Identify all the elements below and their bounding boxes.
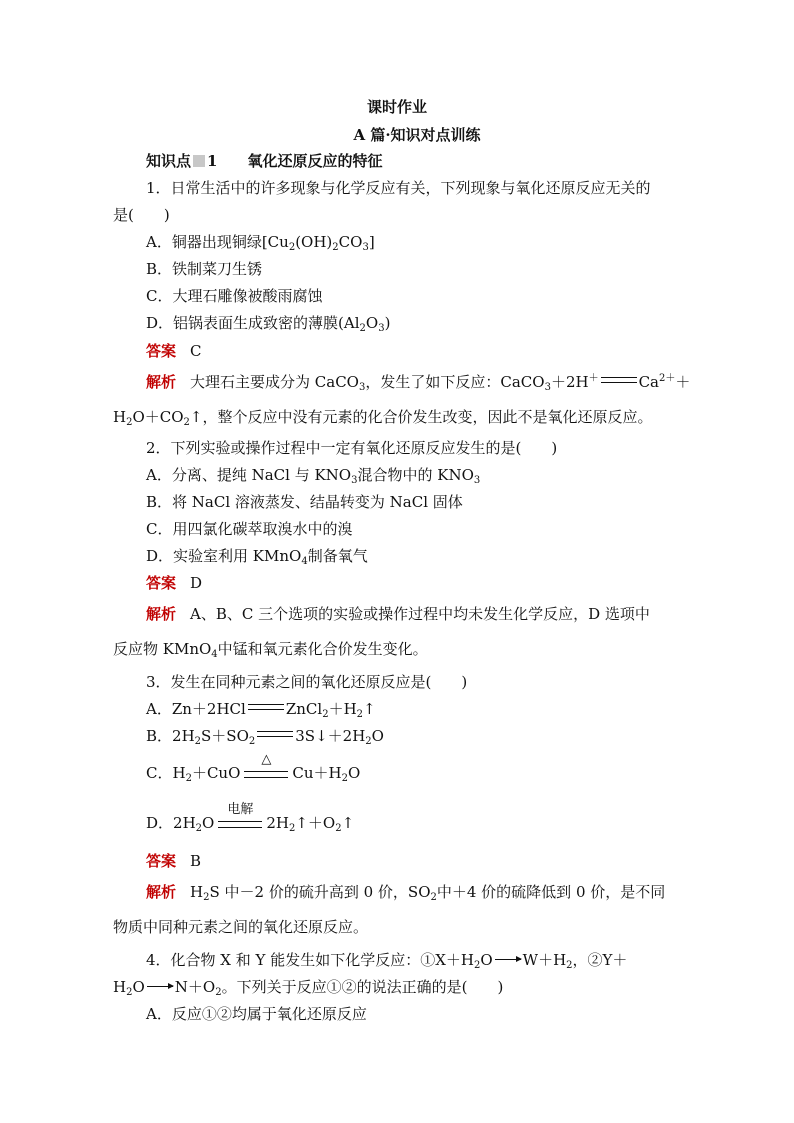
q3-option-c: C．$H_2+CuO$ △ $Cu+H_2O$: [146, 752, 361, 784]
q2-option-d: D．实验室利用 KMnO$_4$制备氧气: [146, 547, 368, 567]
q1-option-a: A．铜器出现铜绿$[Cu_2(OH)_2CO_3]$: [146, 233, 375, 253]
q2-answer: 答案 D: [146, 574, 203, 592]
q3-analysis-line1: 解析 $H_2S$ 中－2 价的硫升高到 0 价，$SO_2$中＋4 价的硫降低到 0 价，是不同: [146, 883, 666, 903]
q2-option-b: B．将 NaCl 溶液蒸发、结晶转变为 NaCl 固体: [146, 493, 463, 511]
electrolysis-condition-sign: 电解: [218, 816, 262, 828]
q3-analysis-line2: 物质中同种元素之间的氧化还原反应。: [113, 918, 369, 936]
q2-option-c: C．用四氯化碳萃取溴水中的溴: [146, 520, 353, 538]
q3-option-a: A．Zn＋2HCl $ZnCl_2+H_2↑$: [146, 700, 376, 720]
q4-stem-line1: 4．化合物 X 和 Y 能发生如下化学反应：$①X+H_2O$ $W+H_2$，②Y＋: [146, 951, 628, 971]
q3-answer: 答案 B: [146, 852, 202, 870]
q1-option-d: D．铝锅表面生成致密的薄膜$(Al_2O_3)$: [146, 314, 391, 334]
q1-option-c: C．大理石雕像被酸雨腐蚀: [146, 287, 323, 305]
q2-analysis-line1: 解析 A、B、C 三个选项的实验或操作过程中均未发生化学反应，D 选项中: [146, 605, 650, 623]
kp-marker-box: [193, 155, 205, 167]
knowledge-point-heading: [146, 151, 382, 171]
q4-option-a: A．反应①②均属于氧化还原反应: [146, 1005, 367, 1023]
kp-number: 1: [207, 152, 218, 170]
q3-stem: 3．发生在同种元素之间的氧化还原反应是( ): [146, 673, 468, 691]
q2-analysis-line2: 反应物 KMnO$_4$中锰和氧元素化合价发生变化。: [113, 640, 428, 660]
q1-answer: 答案 C: [146, 342, 202, 360]
q3-option-d: D．$2H_2O$ 电解 $2H_2↑+O_2↑$: [146, 802, 355, 834]
q1-analysis-line1: 解析 大理石主要成分为 CaCO$_3$，发生了如下反应：CaCO$_3$＋2H＋ $Ca^{2+}+$: [146, 373, 691, 393]
q2-stem: 2．下列实验或操作过程中一定有氧化还原反应发生的是( ): [146, 439, 558, 457]
kp-label: 知识点: [146, 152, 192, 170]
heat-condition-sign: △: [244, 766, 288, 778]
q3-option-b: B．$2H_2S+SO_2$ $3S↓+2H_2O$: [146, 727, 384, 747]
q1-stem-line2: 是( ): [113, 206, 170, 224]
kp-title: 氧化还原反应的特征: [247, 152, 383, 170]
q1-stem-line1: 1．日常生活中的许多现象与化学反应有关，下列现象与氧化还原反应无关的: [146, 179, 651, 197]
page-title: 课时作业: [366, 98, 427, 116]
q2-option-a: A．分离、提纯 NaCl 与 $KNO_3$混合物中的 $KNO_3$: [146, 466, 481, 486]
q1-option-b: B．铁制菜刀生锈: [146, 260, 263, 278]
section-subtitle: A 篇·知识对点训练: [353, 126, 481, 144]
q1-analysis-line2: $H_2O+CO_2↑$，整个反应中没有元素的化合价发生改变，因此不是氧化还原反应。: [113, 408, 653, 428]
q4-stem-line2: $H_2O$ $N+O_2$。下列关于反应①②的说法正确的是( ): [113, 978, 504, 998]
